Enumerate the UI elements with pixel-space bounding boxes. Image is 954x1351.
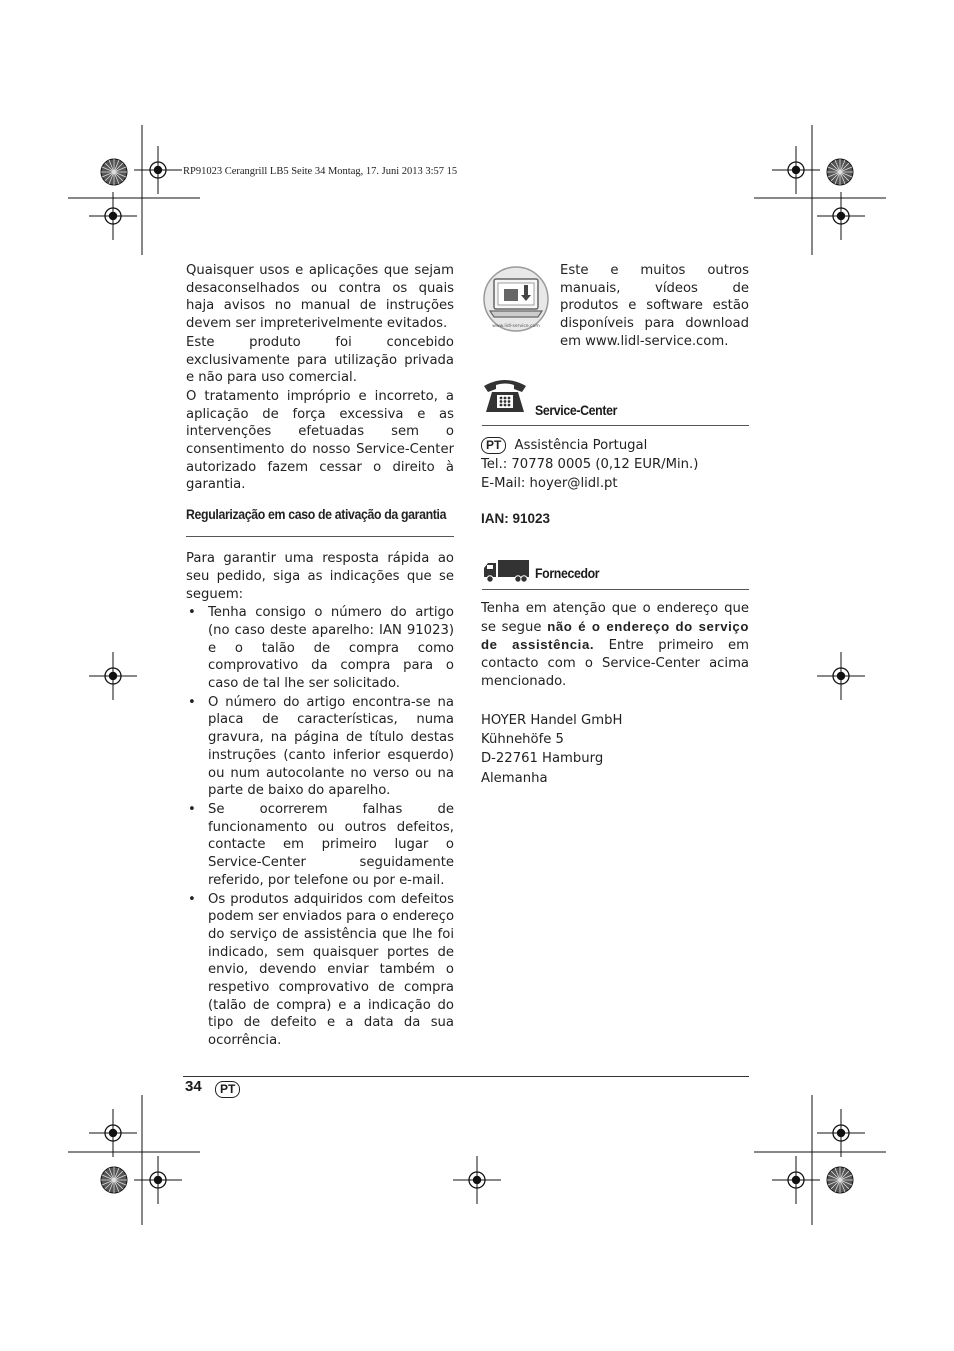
telephone-icon [482,376,528,414]
supplier-notice [481,600,749,691]
service-details [481,437,749,528]
registration-mark-icon [817,652,865,700]
registration-mark-icon [772,146,820,194]
left-column [186,262,454,1050]
color-target-icon [101,159,127,185]
heading-rule [482,425,749,426]
registration-mark-icon [817,192,865,240]
registration-mark-icon [453,1156,501,1204]
print-header: RP91023 Cerangrill LB5 Seite 34 Montag, 17. Juni 2013 3:57 15 [183,166,458,177]
service-center-heading [482,376,749,426]
address-line: HOYER Handel GmbH [481,712,623,728]
warning-paragraph: Quaisquer usos e aplicações que sejam desaconselhados ou contra os quais haja avisos no manual de instruções devem ser impreterivelmente evitados. [186,263,454,332]
supplier-address [481,711,749,789]
registration-mark-icon [89,192,137,240]
list-item: • Se ocorrerem falhas de funcionamento ou outros defeitos, contacte em primeiro lugar o Service-Center seguidamente referido, por telefone ou por e-mail. [186,801,454,890]
supplier-title: Fornecedor [535,565,600,581]
address-line: D-22761 Hamburg [481,751,604,767]
heading-rule [482,589,749,590]
list-item: • O número do artigo encontra-se na placa de características, numa gravura, na página de título destas instruções (canto inferior esquerdo) ou num autocolante no verso ou na parte de baixo do aparelho. [186,694,454,800]
instruction-list [186,604,454,1050]
footer-rule [183,1076,749,1077]
download-icon-caption: www.lidl-service.com [492,324,540,329]
registration-mark-icon [134,1156,182,1204]
service-email: E-Mail: hoyer@lidl.pt [481,475,618,491]
language-badge: PT [215,1081,240,1098]
intro-paragraph: Para garantir uma resposta rápida ao seu pedido, siga as indicações que se seguem: [186,551,454,602]
supplier-notice-part-2: Entre primeiro em contacto com o Service-Center acima mencionado. [481,638,749,689]
list-item: • Os produtos adquiridos com defeitos podem ser enviados para o endereço do serviço de assistência que lhe foi indicado, sem quaisquer portes de envio, devendo enviar também o respetivo comprovativo de compra (talão de compra) e a indicação do tipo de defeito e a data da sua ocorrência. [186,891,454,1050]
registration-mark-icon [817,1109,865,1157]
country-badge: PT [481,437,506,454]
address-line: Alemanha [481,770,548,786]
color-target-icon [827,159,853,185]
download-info-text: Este e muitos outros manuais, vídeos de produtos e software estão disponíveis para download em www.lidl-service.com. [560,263,749,349]
supplier-notice-bold: não é o endereço do serviço de assistência. [481,618,749,653]
registration-mark-icon [89,652,137,700]
private-use-paragraph: Este produto foi concebido exclusivamente para utilização privada e não para uso comercial. [186,334,454,386]
supplier-details [481,600,749,788]
ian-number: IAN: 91023 [481,511,551,527]
section-warranty-claim [186,506,454,537]
page-number: 34 [185,1078,202,1095]
registration-mark-icon [134,146,182,194]
supplier-heading [482,558,749,590]
service-name: Assistência Portugal [514,438,648,453]
address-line: Kühnehöfe 5 [481,731,564,747]
warranty-loss-paragraph: O tratamento impróprio e incorreto, a aplicação de força excessiva e as intervenções efetuadas sem o consentimento do nosso Service-Center autorizado fazem cessar o direito à garantia. [186,388,454,493]
service-phone: Tel.: 70778 0005 (0,12 EUR/Min.) [481,457,699,472]
supplier-notice-part-1: Tenha em atenção que o endereço que se segue [481,601,749,635]
truck-icon [482,558,530,584]
color-target-icon [827,1167,853,1193]
computer-download-icon [482,265,550,333]
color-target-icon [101,1167,127,1193]
list-item: • Tenha consigo o número do artigo (no caso deste aparelho: IAN 91023) e o talão de compra como comprovativo da compra para o caso de tal lhe ser solicitado. [186,604,454,693]
section-title: Regularização em caso de ativação da garantia [186,506,447,523]
registration-mark-icon [772,1156,820,1204]
registration-mark-icon [89,1109,137,1157]
service-center-title: Service-Center [535,402,618,418]
